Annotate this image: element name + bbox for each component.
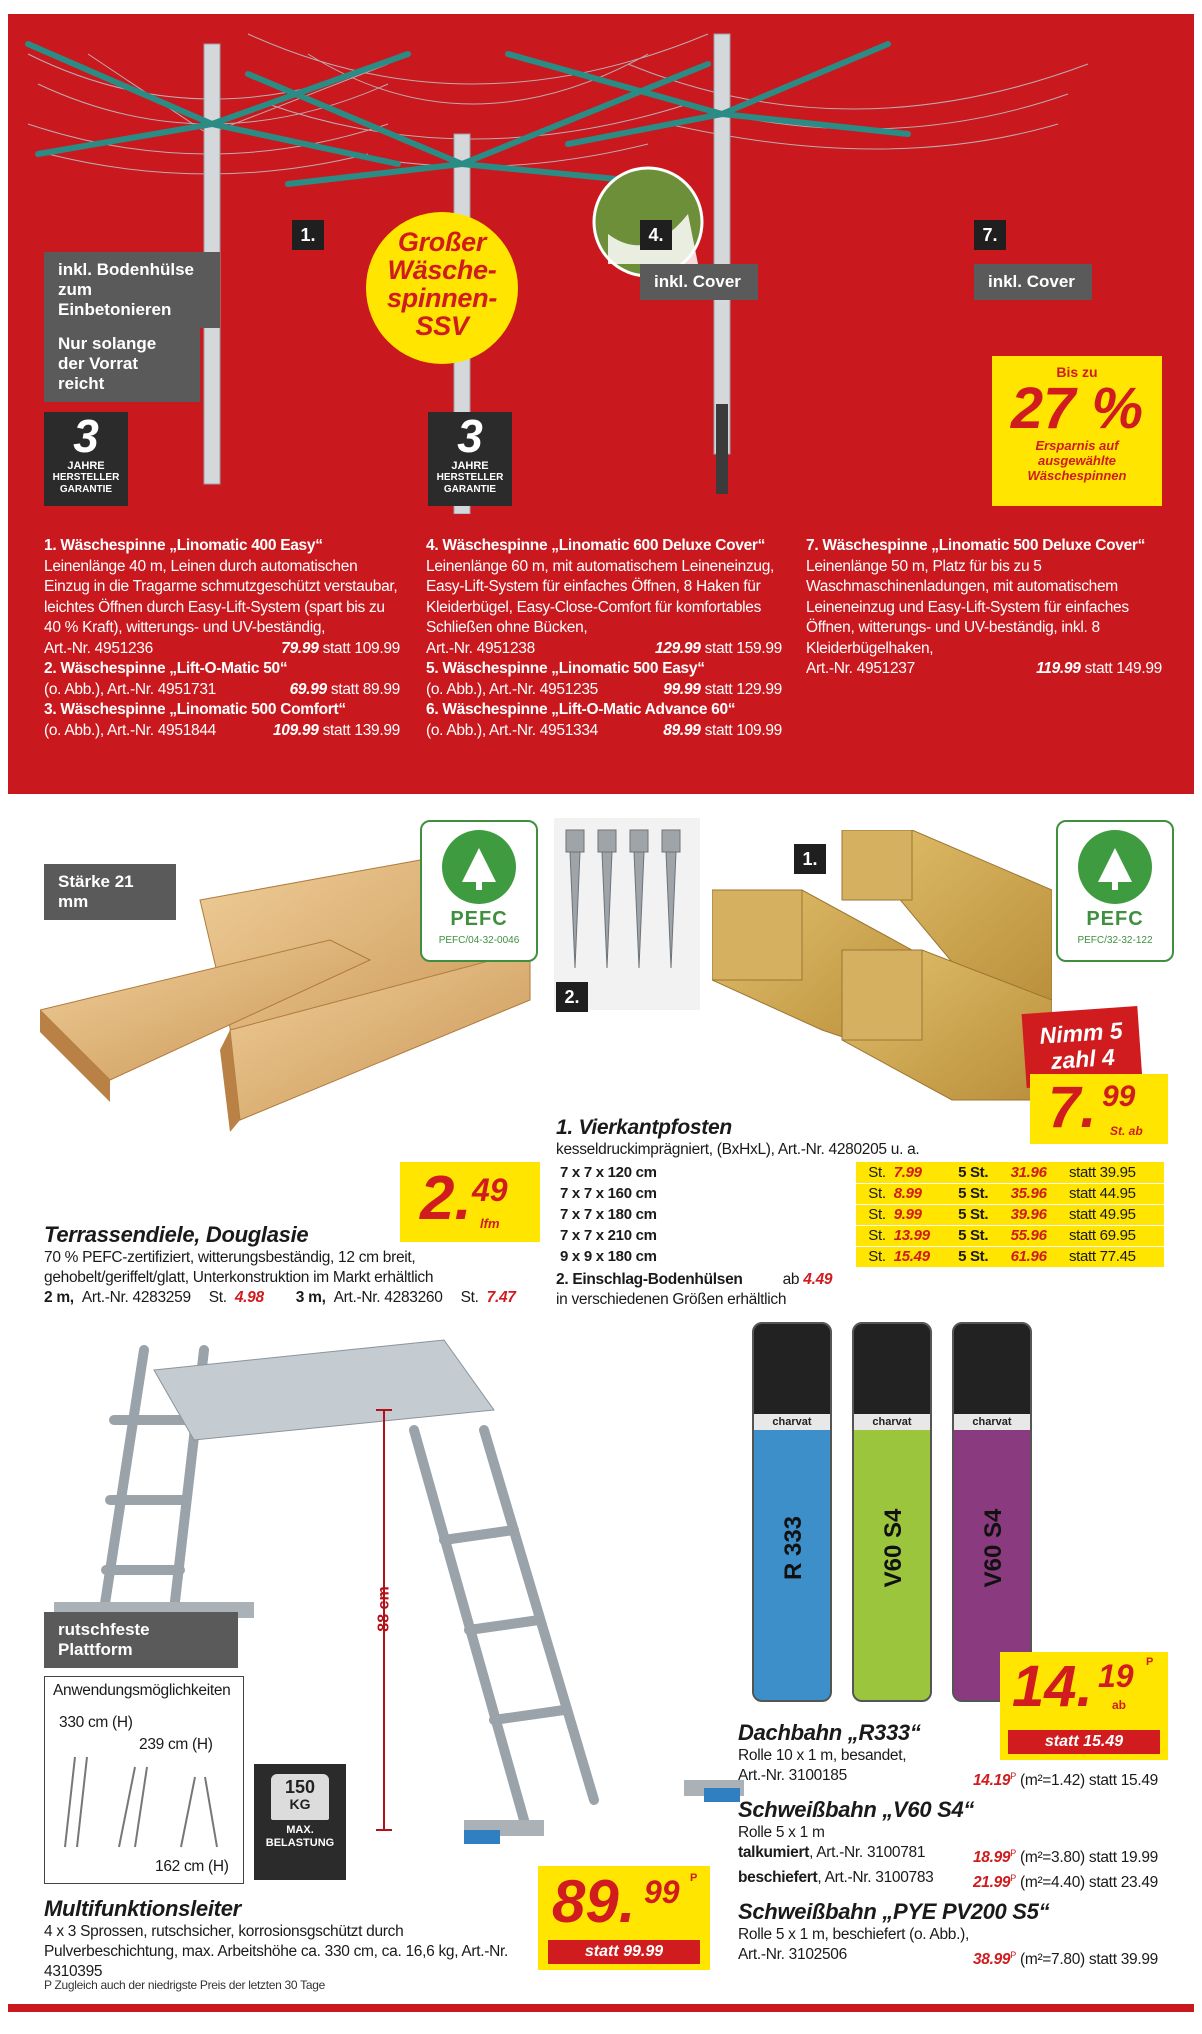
load-kg-big: 150 bbox=[284, 1777, 316, 1797]
roof-p2-art2: , Art.-Nr. 3100783 bbox=[817, 1869, 934, 1887]
ladder-price-box bbox=[538, 1866, 710, 1970]
roof-price-statt: statt 15.49 bbox=[1008, 1730, 1160, 1754]
dryer-6-title: 6. Wäschespinne „Lift-O-Matic Advance 60“ bbox=[426, 701, 736, 718]
decking-v2-art: Art.-Nr. 4283260 bbox=[333, 1289, 443, 1306]
ladder-uses-title: Anwendungsmöglichkeiten bbox=[53, 1682, 231, 1699]
item-number-spikes: 2. bbox=[556, 982, 588, 1012]
roof-p3-sup: P bbox=[1010, 1950, 1016, 1961]
roll-code: R 333 bbox=[780, 1515, 807, 1581]
dryer-5-statt: statt 129.99 bbox=[704, 680, 782, 698]
posts-size: 7 x 7 x 180 cm bbox=[556, 1204, 856, 1225]
dryer-1-statt: statt 109.99 bbox=[322, 639, 400, 657]
roll-top bbox=[754, 1324, 830, 1414]
posts-size: 9 x 9 x 180 cm bbox=[556, 1246, 856, 1267]
item-number-7: 7. bbox=[974, 220, 1006, 250]
decking-info bbox=[44, 1222, 544, 1308]
decking-v1-price: 4.98 bbox=[234, 1289, 264, 1306]
posts-statt: statt 49.95 bbox=[1068, 1206, 1136, 1223]
posts-st: St. bbox=[868, 1185, 886, 1202]
ladder-uses-icons bbox=[55, 1747, 235, 1857]
decking-v2-price: 7.47 bbox=[486, 1289, 516, 1306]
warranty-line3: GARANTIE bbox=[59, 484, 113, 495]
roof-p3-body: Rolle 5 x 1 m, beschiefert (o. Abb.), bbox=[738, 1926, 969, 1944]
warranty-badge-1 bbox=[44, 412, 128, 506]
roof-p2-statt1: statt 19.99 bbox=[1088, 1849, 1158, 1867]
dryer-6-art: (o. Abb.), Art.-Nr. 4951334 bbox=[426, 721, 598, 739]
roof-p2-m2-2: (m²=4.40) bbox=[1019, 1874, 1085, 1892]
decking-body: 70 % PEFC-zertifiziert, witterungsbeständig, 12 cm breit, gehobelt/geriffelt/glatt, Unterkonstruktion im Markt erhältlich bbox=[44, 1249, 434, 1286]
warranty-line1: JAHRE bbox=[67, 460, 105, 472]
decking-title: Terrassendiele, Douglasie bbox=[44, 1222, 309, 1247]
roof-p1-price: 14.19 bbox=[972, 1772, 1011, 1790]
warranty-years: 3 bbox=[457, 410, 483, 462]
roof-p2-price2: 21.99 bbox=[972, 1874, 1011, 1892]
spikes-title: 2. Einschlag-Bodenhülsen bbox=[556, 1270, 743, 1288]
dryer-6-statt: statt 109.99 bbox=[704, 721, 782, 739]
dryer-5-title: 5. Wäschespinne „Linomatic 500 Easy“ bbox=[426, 660, 705, 677]
label-inkl-cover-4: inkl. Cover bbox=[640, 264, 758, 300]
ladder-h330: 330 cm (H) bbox=[59, 1714, 133, 1731]
dryer-1-body: Leinenlänge 40 m, Leinen durch automatischen Einzug in die Tragarme schmutzgeschützt verstaubar, leichtes Öffnen durch Easy-Lift-System (spart bis zu 40 % Kraft), witterungs- und UV-beständig, bbox=[44, 557, 398, 636]
pefc-word: PEFC bbox=[1086, 908, 1144, 930]
ladder-body: 4 x 3 Sprossen, rutschsicher, korrosionsgschützt durch Pulverbeschichtung, max. Arbeitshöhe ca. 330 cm, ca. 16,6 kg, Art.-Nr. 4310395 bbox=[44, 1923, 509, 1980]
posts-five: 5 St. bbox=[958, 1163, 989, 1181]
roof-p1-title: Dachbahn „R333“ bbox=[738, 1720, 921, 1745]
posts-price: 15.49 bbox=[893, 1248, 930, 1265]
posts-five: 5 St. bbox=[958, 1227, 989, 1244]
roof-p1-m2: (m²=1.42) bbox=[1019, 1772, 1085, 1790]
posts-st: St. bbox=[868, 1227, 886, 1244]
warranty-line3: GARANTIE bbox=[443, 484, 497, 495]
spikes-body: in verschiedenen Größen erhältlich bbox=[556, 1290, 787, 1308]
posts-five: 5 St. bbox=[958, 1248, 989, 1265]
posts-title: 1. Vierkantpfosten bbox=[556, 1116, 732, 1139]
posts-price-unit: St. ab bbox=[1110, 1124, 1143, 1138]
dryer-3-title: 3. Wäschespinne „Linomatic 500 Comfort“ bbox=[44, 701, 346, 718]
warranty-years: 3 bbox=[73, 410, 99, 462]
dryer-7-title: 7. Wäschespinne „Linomatic 500 Deluxe Cover“ bbox=[806, 537, 1146, 554]
posts-price: 9.99 bbox=[893, 1206, 922, 1223]
dryer-6-price: 89.99 bbox=[663, 721, 701, 739]
posts-price: 13.99 bbox=[893, 1227, 930, 1244]
roof-p1-statt: statt 15.49 bbox=[1088, 1772, 1158, 1790]
ladder-h239: 239 cm (H) bbox=[139, 1736, 213, 1753]
ladder-info bbox=[44, 1896, 534, 1982]
ladder-price-cents: 99 bbox=[644, 1874, 680, 1910]
item-number-1: 1. bbox=[292, 220, 324, 250]
roof-p3-m2: (m²=7.80) bbox=[1019, 1951, 1085, 1969]
posts-size: 7 x 7 x 210 cm bbox=[556, 1225, 856, 1246]
square-posts-image bbox=[712, 830, 1052, 1110]
dryer-col-2 bbox=[426, 536, 782, 741]
dryer-4-statt: statt 159.99 bbox=[704, 639, 782, 657]
roof-roll bbox=[852, 1322, 932, 1702]
pefc-code: PEFC/32-32-122 bbox=[1077, 935, 1153, 946]
item-number-4: 4. bbox=[640, 220, 672, 250]
dryer-4-title: 4. Wäschespinne „Linomatic 600 Deluxe Cover“ bbox=[426, 537, 766, 554]
roof-p2-statt2: statt 23.49 bbox=[1088, 1874, 1158, 1892]
load-line2: BELASTUNG bbox=[265, 1837, 335, 1849]
warranty-line2: HERSTELLER bbox=[52, 472, 120, 483]
posts-table-row bbox=[556, 1204, 1164, 1225]
roll-top bbox=[854, 1324, 930, 1414]
posts-st: St. bbox=[868, 1163, 886, 1181]
ladder-price-main: 89. bbox=[552, 1868, 636, 1935]
dryer-2-statt: statt 89.99 bbox=[330, 680, 400, 698]
roof-price-main: 14. bbox=[1012, 1654, 1093, 1719]
pefc-code: PEFC/04-32-0046 bbox=[438, 935, 520, 946]
dryer-1-title: 1. Wäschespinne „Linomatic 400 Easy“ bbox=[44, 537, 323, 554]
headline-text: Großer Wäsche-spinnen-SSV bbox=[386, 227, 498, 341]
warranty-badge-2 bbox=[428, 412, 512, 506]
posts-five-price: 31.96 bbox=[1010, 1163, 1047, 1181]
savings-text: Ersparnis auf ausgewählte Wäschespinnen bbox=[1027, 438, 1127, 483]
posts-price-table bbox=[556, 1162, 1164, 1268]
dryer-5-price: 99.99 bbox=[663, 680, 701, 698]
load-line1: MAX. bbox=[286, 1824, 314, 1836]
dryer-7-statt: statt 149.99 bbox=[1084, 660, 1162, 677]
roof-p2-sup2: P bbox=[1010, 1873, 1016, 1884]
warranty-line2: HERSTELLER bbox=[436, 472, 504, 483]
roof-roll bbox=[752, 1322, 832, 1702]
roof-info bbox=[738, 1720, 1158, 1971]
roll-brand: charvat bbox=[754, 1414, 830, 1430]
posts-statt: statt 44.95 bbox=[1068, 1185, 1136, 1202]
dryer-3-price: 109.99 bbox=[272, 721, 319, 739]
savings-badge bbox=[992, 356, 1162, 506]
label-staerke: Stärke 21 mm bbox=[44, 864, 176, 920]
roof-p2-title: Schweißbahn „V60 S4“ bbox=[738, 1797, 975, 1823]
roll-code: V60 S4 bbox=[880, 1508, 907, 1588]
decking-v1-st: St. bbox=[208, 1289, 227, 1306]
pefc-badge-2 bbox=[1056, 820, 1174, 962]
posts-five-price: 55.96 bbox=[1010, 1227, 1047, 1244]
roof-price-p: P bbox=[1146, 1656, 1154, 1668]
label-inkl-cover-7: inkl. Cover bbox=[974, 264, 1092, 300]
dryer-2-art: (o. Abb.), Art.-Nr. 4951731 bbox=[44, 680, 216, 698]
posts-size: 7 x 7 x 160 cm bbox=[556, 1183, 856, 1204]
roof-p2-m2-1: (m²=3.80) bbox=[1019, 1849, 1085, 1867]
item-number-posts: 1. bbox=[794, 844, 826, 874]
pefc-word: PEFC bbox=[450, 908, 508, 930]
posts-five-price: 39.96 bbox=[1010, 1206, 1047, 1223]
dryer-7-body: Leinenlänge 50 m, Platz für bis zu 5 Waschmaschinenladungen, mit automatischem Leineneinzug und Easy-Lift-System für einfaches Öffnen, witterungs- und UV-beständig, inkl. 8 Kleiderbügelhaken, bbox=[806, 557, 1129, 657]
decking-v1-len: 2 m, bbox=[44, 1289, 74, 1306]
dryer-2-title: 2. Wäschespinne „Lift-O-Matic 50“ bbox=[44, 660, 288, 677]
posts-five: 5 St. bbox=[958, 1185, 989, 1202]
roof-price-ab: ab bbox=[1112, 1698, 1127, 1712]
posts-price-cents: 99 bbox=[1102, 1080, 1136, 1113]
bottom-red-bar bbox=[8, 2004, 1194, 2012]
posts-table-row bbox=[556, 1162, 1164, 1183]
posts-price-main: 7. bbox=[1048, 1075, 1097, 1140]
dryer-5-art: (o. Abb.), Art.-Nr. 4951235 bbox=[426, 680, 598, 698]
dryer-4-body: Leinenlänge 60 m, mit automatischem Leineneinzug, Easy-Lift-System für einfaches Öffnen, 8 Haken für Kleiderbügel, Easy-Close-Comfort für komfortables Schließen ohne Bücken, bbox=[426, 557, 775, 636]
label-plattform: rutschfeste Plattform bbox=[44, 1612, 238, 1668]
promo-line2: zahl 4 bbox=[1050, 1043, 1116, 1075]
label-nur-solange: Nur solange der Vorrat reicht bbox=[44, 326, 200, 402]
posts-subtitle: kesseldruckimprägniert, (BxHxL), Art.-Nr. 4280205 u. a. bbox=[556, 1141, 920, 1158]
posts-table-row bbox=[556, 1246, 1164, 1267]
posts-table-row bbox=[556, 1225, 1164, 1246]
ladder-uses-box bbox=[44, 1676, 244, 1884]
pefc-tree-icon bbox=[442, 830, 516, 904]
posts-table-row bbox=[556, 1183, 1164, 1204]
roof-p1-sup: P bbox=[1010, 1771, 1016, 1781]
roof-roll bbox=[952, 1322, 1032, 1702]
roof-p1-art: Art.-Nr. 3100185 bbox=[738, 1767, 847, 1784]
posts-five-price: 61.96 bbox=[1010, 1248, 1047, 1265]
roof-p1-body: Rolle 10 x 1 m, besandet, bbox=[738, 1747, 907, 1764]
posts-price: 8.99 bbox=[893, 1185, 922, 1202]
posts-price: 7.99 bbox=[893, 1163, 922, 1181]
decking-price-unit: lfm bbox=[480, 1216, 500, 1231]
dryer-1-price: 79.99 bbox=[281, 639, 319, 657]
dryer-1-art: Art.-Nr. 4951236 bbox=[44, 639, 153, 657]
roll-top bbox=[954, 1324, 1030, 1414]
roof-p3-title: Schweißbahn „PYE PV200 S5“ bbox=[738, 1899, 1050, 1925]
ladder-price-statt: statt 99.99 bbox=[548, 1940, 700, 1964]
roof-p3-price: 38.99 bbox=[972, 1951, 1011, 1969]
load-kg-unit: KG bbox=[289, 1796, 311, 1812]
label-bodenhuelse: inkl. Bodenhülse zum Einbetonieren bbox=[44, 252, 220, 328]
dryer-3-statt: statt 139.99 bbox=[322, 721, 400, 739]
savings-percent: 27 % bbox=[1010, 376, 1144, 441]
dryer-3-art: (o. Abb.), Art.-Nr. 4951844 bbox=[44, 721, 216, 739]
ladder-title: Multifunktionsleiter bbox=[44, 1896, 241, 1921]
dryer-7-price: 119.99 bbox=[1036, 660, 1081, 677]
roof-p2-l1: talkumiert bbox=[738, 1844, 810, 1862]
warranty-line1: JAHRE bbox=[451, 460, 489, 472]
ladder-dimension: 88 cm bbox=[375, 1586, 393, 1632]
dryer-4-price: 129.99 bbox=[654, 639, 701, 657]
roof-p2-price1: 18.99 bbox=[972, 1849, 1011, 1867]
dryer-4-art: Art.-Nr. 4951238 bbox=[426, 639, 535, 657]
roof-p2-art1: , Art.-Nr. 3100781 bbox=[809, 1844, 926, 1862]
ladder-price-p: P bbox=[690, 1872, 698, 1884]
posts-info bbox=[556, 1116, 1166, 1310]
posts-five: 5 St. bbox=[958, 1206, 989, 1223]
spikes-price: 4.49 bbox=[803, 1270, 833, 1288]
promo-line1: Nimm 5 bbox=[1038, 1017, 1124, 1049]
roof-p2-sup1: P bbox=[1010, 1848, 1016, 1859]
posts-st: St. bbox=[868, 1248, 886, 1265]
roof-price-cents: 19 bbox=[1098, 1658, 1134, 1694]
ladder-h162: 162 cm (H) bbox=[155, 1858, 229, 1875]
posts-five-price: 35.96 bbox=[1010, 1185, 1047, 1202]
roof-p2-body: Rolle 5 x 1 m bbox=[738, 1824, 825, 1842]
roof-p2-l2: beschiefert bbox=[738, 1869, 818, 1887]
spikes-ab: ab bbox=[782, 1270, 800, 1288]
decking-v2-st: St. bbox=[460, 1289, 479, 1306]
roll-brand: charvat bbox=[954, 1414, 1030, 1430]
load-badge bbox=[254, 1764, 346, 1880]
savings-upto: Bis zu bbox=[1056, 364, 1098, 380]
pefc-tree-icon bbox=[1078, 830, 1152, 904]
footnote: P Zugleich auch der niedrigste Preis der letzten 30 Tage bbox=[44, 1978, 325, 1992]
dryer-col-3 bbox=[806, 536, 1162, 680]
posts-st: St. bbox=[868, 1206, 886, 1223]
roof-p3-art: Art.-Nr. 3102506 bbox=[738, 1946, 847, 1964]
posts-statt: statt 39.95 bbox=[1068, 1163, 1136, 1181]
roof-p3-statt: statt 39.99 bbox=[1088, 1951, 1158, 1969]
decking-price-main: 2. bbox=[420, 1164, 472, 1233]
dryer-2-price: 69.99 bbox=[289, 680, 327, 698]
decking-v1-art: Art.-Nr. 4283259 bbox=[81, 1289, 191, 1306]
weight-icon bbox=[271, 1774, 329, 1820]
dryer-7-art: Art.-Nr. 4951237 bbox=[806, 660, 915, 677]
dryer-col-1 bbox=[44, 536, 400, 741]
roll-brand: charvat bbox=[854, 1414, 930, 1430]
decking-v2-len: 3 m, bbox=[295, 1289, 326, 1306]
posts-size: 7 x 7 x 120 cm bbox=[556, 1162, 856, 1183]
roll-code: V60 S4 bbox=[980, 1508, 1007, 1588]
decking-price-cents: 49 bbox=[472, 1172, 508, 1208]
pefc-badge-1 bbox=[420, 820, 538, 962]
posts-statt: statt 69.95 bbox=[1068, 1227, 1136, 1244]
posts-statt: statt 77.45 bbox=[1068, 1248, 1136, 1265]
